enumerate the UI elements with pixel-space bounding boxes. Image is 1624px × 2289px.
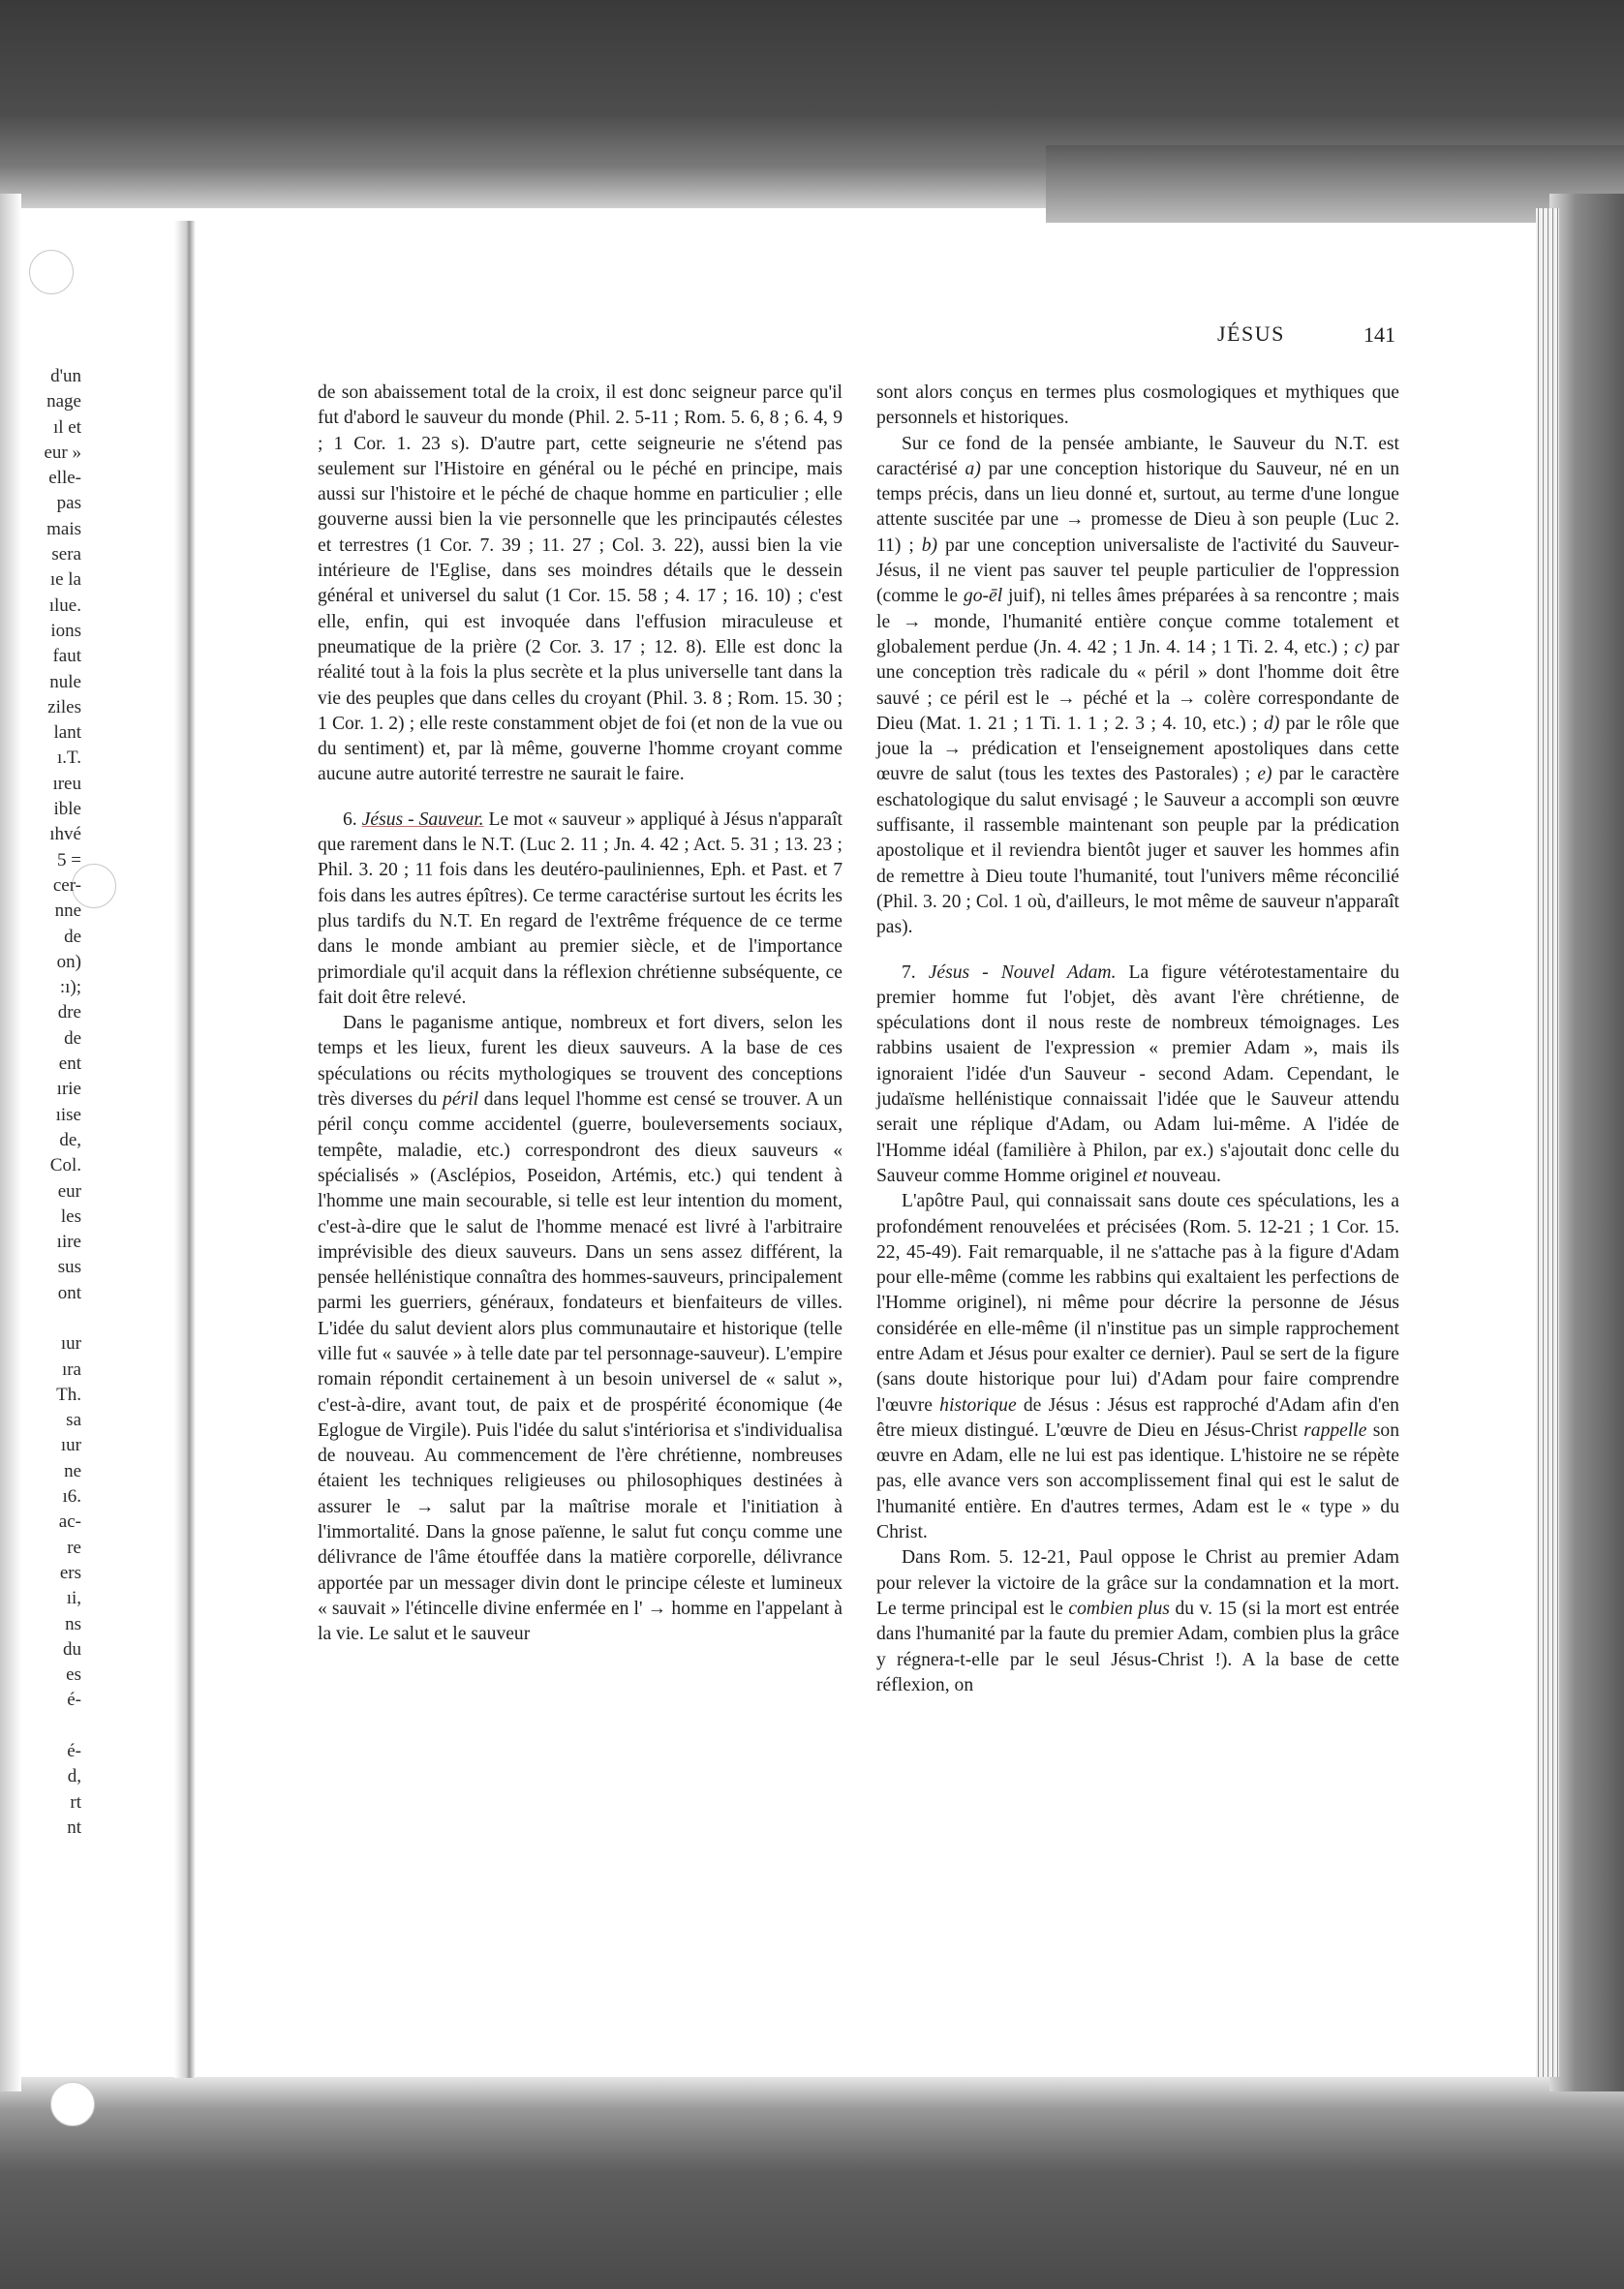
text-run: son œuvre en Adam, elle ne lui est pas identique. L'histoire ne se répète pas, elle avance vers son accomplissement final qui est le salut de l'humanité entière. En d'autres termes, Adam est le « type » du Christ. (876, 1419, 1399, 1543)
left-fragment-line: du (63, 1638, 81, 1660)
left-fragment-line: ac- (58, 1511, 81, 1533)
text-run: L'apôtre Paul, qui connaissait sans doute ces spéculations, les a profondément renouvelées et précisées (Rom. 5. 12-21 ; 1 Cor. 15. 22, 45-49). Fait remarquable, il ne s'attache pas à la figure d'Adam pour elle-même (comme les rabbins qui exaltaient les perfections de l'Homme originel), ni même pour décrire la personne de Jésus considérée en elle-même (il n'institue pas un simple rapprochement entre Adam et Jésus pour exalter ce dernier). Paul se sert de la figure (sans doute historique pour lui) d'Adam pour faire comprendre l'œuvre (876, 1191, 1399, 1416)
left-fragment-line: ılue. (48, 595, 81, 616)
section-6 (318, 808, 843, 1011)
emphasis: péril (443, 1089, 479, 1111)
paragraph (876, 1545, 1399, 1698)
section-title: Jésus - Sauveur. (361, 809, 484, 830)
left-fragment-line: elle- (48, 468, 81, 489)
left-fragment-line: pas (56, 493, 81, 514)
book-gutter (174, 221, 196, 2078)
section-7 (876, 961, 1399, 1190)
left-fragment-line: dre (57, 1002, 81, 1023)
emphasis: go-ēl (963, 586, 1003, 607)
paragraph (318, 1011, 843, 1647)
left-fragment-line: rt (70, 1791, 81, 1813)
scan-shadow-right (1549, 194, 1624, 2091)
page-number: 141 (1364, 322, 1395, 347)
right-column (876, 381, 1399, 1698)
left-fragment-line: eur » (44, 442, 81, 463)
left-fragment-line: nule (49, 671, 81, 692)
section-number: 6. (343, 809, 357, 830)
left-fragment-line: ıra (61, 1358, 81, 1380)
enumeration-marker: c) (1354, 636, 1369, 657)
book-page-edges (1536, 208, 1559, 2077)
left-fragment-line: eur (57, 1180, 81, 1202)
left-fragment-line: mais (46, 518, 81, 539)
left-fragment-line: ırie (56, 1079, 81, 1100)
scan-shadow-left (0, 194, 21, 2091)
punch-hole-top (29, 250, 74, 294)
left-fragment-line: ıur (60, 1333, 81, 1355)
left-fragment-line: de (64, 1027, 81, 1049)
left-fragment-line: sa (66, 1410, 81, 1431)
scan-shadow-bottom (0, 2077, 1624, 2289)
left-fragment-line: on) (56, 951, 81, 972)
left-fragment-line: ont (57, 1282, 81, 1303)
left-page-fragments (23, 364, 81, 1841)
text-run: dans lequel l'homme est censé se trouver. A un péril conçu comme accidentel (guerre, bouleversements sociaux, tempête, maladie, etc.) correspondront des dieux sauveurs « spécialisés » (Asclépios, Poseidon, Artémis, etc.) qui tendent à l'homme une main secourable, si telle est leur intention du moment, c'est-à-dire que le salut de l'homme menacé est livré à l'arbitraire imprévisible des dieux sauveurs. Dans un sens assez différent, la pensée hellénistique connaîtra des hommes-sauveurs, principalement parmi les guerriers, généraux, fondateurs et bienfaiteurs de villes. L'idée du salut devient alors plus communautaire et historique (telle ville fut « sauvée » à telle date par tel personnage-sauveur). L'empire romain répondit certainement à un besoin universel de « salut », c'est-à-dire, avant tout, de paix et de prospérité économique (4e Eglogue de Virgile). Puis l'idée du salut s'intériorisa et s'individualisa de nouveau. Au commencement de l'ère chrétienne, nombreuses étaient les techniques religieuses ou philosophiques destinées à assurer le → salut par la maîtrise morale et l'initiation à l'immortalité. Dans la gnose païenne, le salut fut conçu comme une délivrance de l'âme étouffée dans la matière corporelle, délivrance apportée par un messager divin dont le principe céleste et lumineux « sauvait » l'étincelle divine enfermée en l' → homme en l'appelant à la vie. Le salut et le sauveur (318, 1089, 843, 1645)
left-fragment-line: Th. (56, 1384, 81, 1405)
text-run: nouveau. (1147, 1165, 1221, 1186)
paragraph: sont alors conçus en termes plus cosmologiques et mythiques que personnels et historiques. (876, 382, 1399, 429)
left-fragment-line: nne (54, 900, 81, 922)
running-head: JÉSUS (1217, 321, 1285, 346)
left-fragment-line: ent (58, 1053, 81, 1075)
left-fragment-line: les (60, 1206, 81, 1227)
left-fragment-line: cer- (52, 874, 81, 896)
left-fragment-line: d'un (50, 366, 81, 386)
left-fragment-line: Col. (49, 1155, 81, 1176)
text-run: Dans Rom. 5. 12-21, Paul oppose le Christ au premier Adam pour relever la victoire de la grâce sur la condamnation et la mort. Le terme principal est le (876, 1547, 1399, 1619)
text-run: Dans le paganisme antique, nombreux et fort divers, selon les temps et les lieux, furent les dieux sauveurs. A la base de ces spéculations ou récits mythologiques se trouvent des conceptions très diverses du (318, 1013, 843, 1111)
left-fragment-line: de, (59, 1129, 81, 1150)
text-run: par le caractère eschatologique du salut envisagé ; le Sauveur a accompli son œuvre suffisante, il rassemble maintenant son peuple par la prédication apostolique et il reviendra bientôt juger et sauver les hommes afin de remettre à Dieu toute l'humanité, tout l'univers même réconcilié (Phil. 3. 20 ; Col. 1 où, d'ailleurs, le mot même de sauveur n'apparaît pas). (876, 764, 1399, 938)
left-fragment-line: ıe la (49, 569, 81, 591)
text-run: par une conception historique du Sauveur, né en un temps précis, dans un lieu donné et, surtout, au terme d'une longue attente suscitée par une → promesse de Dieu à son peuple (Luc 2. 11) ; (876, 458, 1399, 556)
text-run: par une conception universaliste de l'activité du Sauveur-Jésus, il ne vient pas sauver tel peuple particulier de l'oppression (comme le (876, 534, 1399, 607)
left-column (318, 381, 843, 1648)
text-run: Sur ce fond de la pensée ambiante, le Sauveur du N.T. est caractérisé (876, 433, 1399, 479)
text-run: par une conception très radicale du « péril » dont l'homme doit être sauvé ; ce péril est le → péché et la → colère correspondante de Dieu (Mat. 1. 21 ; 1 Ti. 1. 1 ; 2. 3 ; 4. 10, etc.) ; (876, 636, 1399, 734)
left-fragment-line: ıise (55, 1104, 81, 1125)
left-fragment-line: ible (53, 799, 81, 820)
left-fragment-line: nt (67, 1816, 81, 1838)
paragraph (876, 1189, 1399, 1545)
left-fragment-line: d, (67, 1766, 81, 1787)
left-fragment-line: ıhvé (49, 824, 81, 845)
left-fragment-line: ıreu (52, 773, 81, 794)
left-fragment-line: sera (51, 544, 81, 565)
left-fragment-line: é- (67, 1690, 81, 1711)
left-fragment-line: ions (50, 620, 81, 641)
emphasis: rappelle (1303, 1419, 1367, 1441)
enumeration-marker: a) (965, 458, 981, 479)
text-run: du v. 15 (si la mort est entrée dans l'humanité par la faute du premier Adam, combien plus la grâce y régnera-t-elle par le seul Jésus-Christ !). A la base de cette réflexion, on (876, 1598, 1399, 1695)
section-text: La figure vétérotestamentaire du premier homme fut l'objet, dès avant l'ère chrétienne, de spéculations dont il nous reste de nombreux témoignages. Les rabbins usaient de l'expression « premier Adam », mais ils ignoraient l'idée d'un Sauveur - second Adam. Cependant, le judaïsme hellénistique connaissait l'idée que le Sauveur attendu serait une réplique d'Adam, ou Adam lui-même. A l'idée de l'Homme idéal (familière à Philon, par ex.) s'ajoutait donc celle du Sauveur comme Homme originel (876, 961, 1399, 1186)
paragraph: de son abaissement total de la croix, il est donc seigneur parce qu'il fut d'abord le sauveur du monde (Phil. 2. 5-11 ; Rom. 5. 6, 8 ; 6. 4, 9 ; 1 Cor. 1. 23 s). D'autre part, cette seigneurie ne s'étend pas seulement sur l'Histoire en général ou le péché en principe, mais aussi sur l'histoire et le péché de chaque homme en particulier ; elle gouverne aussi bien la vie personnelle que les principautés célestes et terrestres (1 Cor. 7. 39 ; 11. 27 ; Col. 3. 22), aussi bien la vie intérieure de l'Eglise, dans ses moindres détails que le dessein général et universel du salut (1 Cor. 15. 58 ; 4. 17 ; 16. 10) ; c'est elle, enfin, qui est invoquée dans l'effusion miraculeuse et pneumatique de la prière (2 Cor. 3. 17 ; 12. 8). Elle est donc la réalité tout à la fois la plus secrète et la plus universelle tant dans la vie des peuples que dans celles du croyant (Phil. 3. 8 ; Rom. 15. 30 ; 1 Cor. 1. 2) ; elle reste constamment objet de foi (et non de la vue ou du sentiment) et, par là même, gouverne l'homme croyant comme aucune autre autorité terrestre ne saurait le faire. (318, 382, 843, 785)
left-fragment-line (23, 1714, 81, 1739)
left-fragment-line: lant (53, 722, 81, 744)
left-fragment-line: ıl et (52, 416, 81, 438)
enumeration-marker: d) (1264, 713, 1280, 734)
emphasis: combien plus (1068, 1598, 1170, 1619)
left-fragment-line: ı6. (62, 1486, 81, 1508)
emphasis: historique (939, 1394, 1017, 1416)
text-run: de Jésus : Jésus est rapproché d'Adam afin d'en être mieux distingué. L'œuvre de Dieu en Jésus-Christ (876, 1394, 1399, 1441)
left-fragment-line: ns (65, 1613, 81, 1634)
left-fragment-line: ziles (47, 696, 81, 717)
enumeration-marker: e) (1257, 764, 1272, 785)
left-fragment-line: ıi, (66, 1588, 81, 1609)
left-fragment-line: 5 = (57, 849, 81, 870)
left-fragment-line: é- (67, 1741, 81, 1762)
text-run: par le rôle que joue la → prédication et l'enseignement apostoliques dans cette œuvre de salut (tous les textes des Pastorales) ; (876, 713, 1399, 785)
left-fragment-line: :ı); (59, 977, 81, 998)
text-run: juif), ni telles âmes préparées à sa rencontre ; mais le → monde, l'humanité entière conçue comme totalement et globalement perdue (Jn. 4. 42 ; 1 Jn. 4. 14 ; 1 Ti. 2. 4, etc.) ; (876, 586, 1399, 657)
left-fragment-line: ne (64, 1460, 81, 1481)
left-fragment-line: faut (52, 646, 81, 667)
enumeration-marker: b) (921, 534, 938, 556)
section-number: 7. (902, 961, 916, 983)
left-fragment-line: es (66, 1664, 81, 1686)
emphasis: et (1133, 1165, 1148, 1186)
left-fragment-line: ers (59, 1562, 81, 1583)
left-fragment-line: sus (57, 1257, 81, 1278)
left-fragment-line: nage (46, 391, 81, 412)
section-title: Jésus - Nouvel Adam. (928, 961, 1117, 983)
left-fragment-line: ıire (56, 1232, 81, 1253)
section-text: Le mot « sauveur » appliqué à Jésus n'apparaît que rarement dans le N.T. (Luc 2. 11 ; Jn. 4. 42 ; Act. 5. 31 ; 13. 23 ; Phil. 3. 20 ; 11 fois dans les deutéro-pauliniennes, Eph. et Past. et 7 fois dans les autres épîtres). Ce terme caractérise surtout les écrits les plus tardifs du N.T. En regard de l'extrême fréquence de ce terme dans le monde ambiant au premier siècle, et de l'importance primordiale qu'il acquit dans la réflexion chrétienne subséquente, ce fait doit être relevé. (318, 809, 843, 1008)
paragraph (876, 432, 1399, 941)
left-fragment-line: ıur (60, 1435, 81, 1456)
left-fragment-line (23, 1306, 81, 1331)
left-fragment-line: re (67, 1537, 81, 1558)
left-fragment-line: de (64, 926, 81, 947)
left-fragment-line: ı.T. (57, 748, 81, 769)
punch-hole-bottom (50, 2082, 95, 2126)
